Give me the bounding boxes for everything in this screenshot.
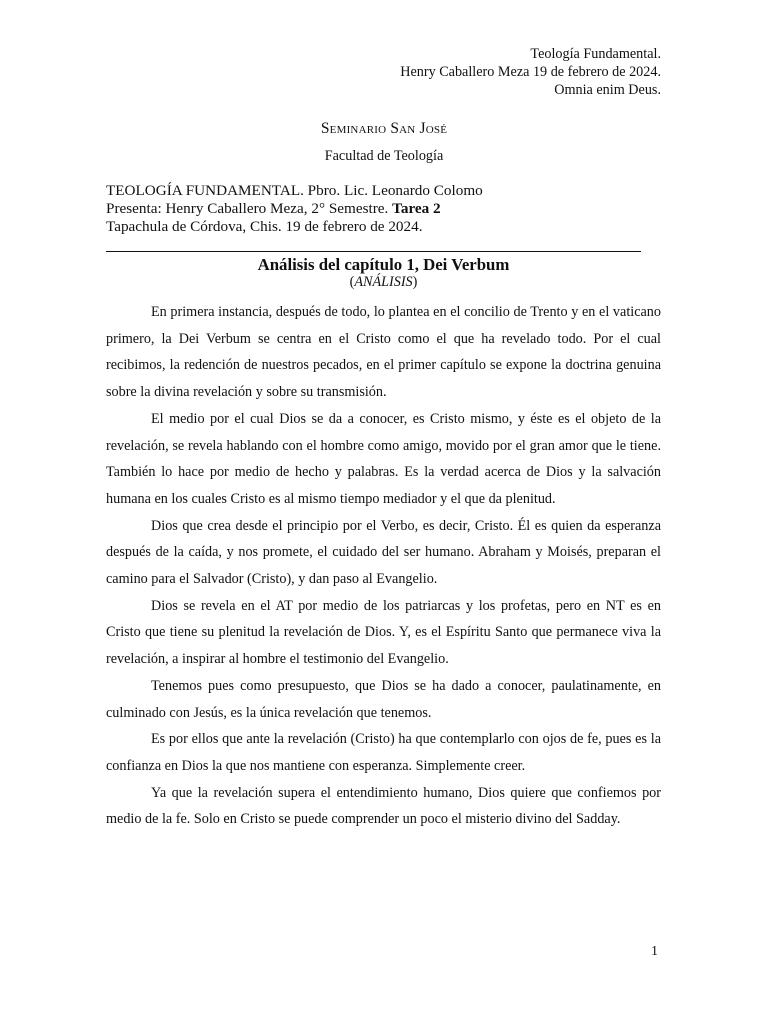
assignment-info [106, 182, 483, 235]
header-author-date: Henry Caballero Meza 19 de febrero de 2024. [400, 64, 661, 80]
header-block [400, 45, 661, 99]
subtitle-italic: ANÁLISIS [354, 274, 413, 290]
place-date-line: Tapachula de Córdova, Chis. 19 de febrero de 2024. [106, 217, 423, 235]
document-subtitle [106, 275, 661, 290]
subtitle-open: ( [349, 274, 355, 290]
seminary-name: Seminario San José [320, 120, 448, 137]
paragraph: Es por ellos que ante la revelación (Cristo) ha que contemplarlo con ojos de fe, pues es la confianza en Dios la que nos mantiene con esperanza. Simplemente creer. [106, 731, 661, 774]
paragraph: El medio por el cual Dios se da a conocer, es Cristo mismo, y éste es el objeto de la revelación, se revela hablando con el hombre como amigo, movido por el gran amor que le tiene. También lo hace por medio de hecho y palabras. Es la verdad acerca de Dios y la salvación humana en los cuales Cristo es al mismo tiempo mediador y el que da plenitud. [106, 410, 661, 507]
paragraph: Ya que la revelación supera el entendimiento humano, Dios quiere que confiemos por medio de la fe. Solo en Cristo se puede comprender un poco el misterio divino del Sadday. [106, 784, 661, 828]
faculty-name: Facultad de Teología [324, 148, 444, 164]
paragraph: Dios que crea desde el principio por el Verbo, es decir, Cristo. Él es quien da esperanza después de la caída, y nos promete, el cuidado del ser humano. Abraham y Moisés, preparan el camino para el Salvador (Cristo), y dan paso al Evangelio. [106, 517, 661, 588]
header-course: Teología Fundamental. [530, 46, 661, 62]
course-line: TEOLOGÍA FUNDAMENTAL. Pbro. Lic. Leonardo Colomo [106, 182, 483, 199]
paragraph: Tenemos pues como presupuesto, que Dios se ha dado a conocer, paulatinamente, en culminado con Jesús, es la única revelación que tenemos. [106, 677, 661, 721]
document-title: Análisis del capítulo 1, Dei Verbum [257, 255, 510, 274]
divider-line [106, 251, 641, 252]
presenter-line [106, 200, 483, 218]
paragraph: En primera instancia, después de todo, lo plantea en el concilio de Trento y en el vaticano primero, la Dei Verbum se centra en el Cristo como el que ha revelado todo. Por el cual recibimos, la redención de nuestros pecados, en el primer capítulo se expone la doctrina genuina sobre la divina revelación y sobre su transmisión. [106, 304, 661, 401]
assignment-label: Tarea 2 [392, 199, 441, 217]
page-number: 1 [651, 944, 658, 959]
subtitle-close: ) [412, 274, 418, 290]
institution-block [0, 119, 768, 165]
header-motto: Omnia enim Deus. [554, 82, 661, 98]
paragraph: Dios se revela en el AT por medio de los patriarcas y los profetas, pero en NT es en Cristo que tiene su plenitud la revelación de Dios. Y, es el Espíritu Santo que permanece viva la revelación, a inspirar al hombre el testimonio del Evangelio. [106, 597, 661, 668]
body-text [106, 299, 661, 833]
title-block [106, 255, 661, 290]
presenter-text: Presenta: Henry Caballero Meza, 2° Semestre. [106, 199, 389, 217]
